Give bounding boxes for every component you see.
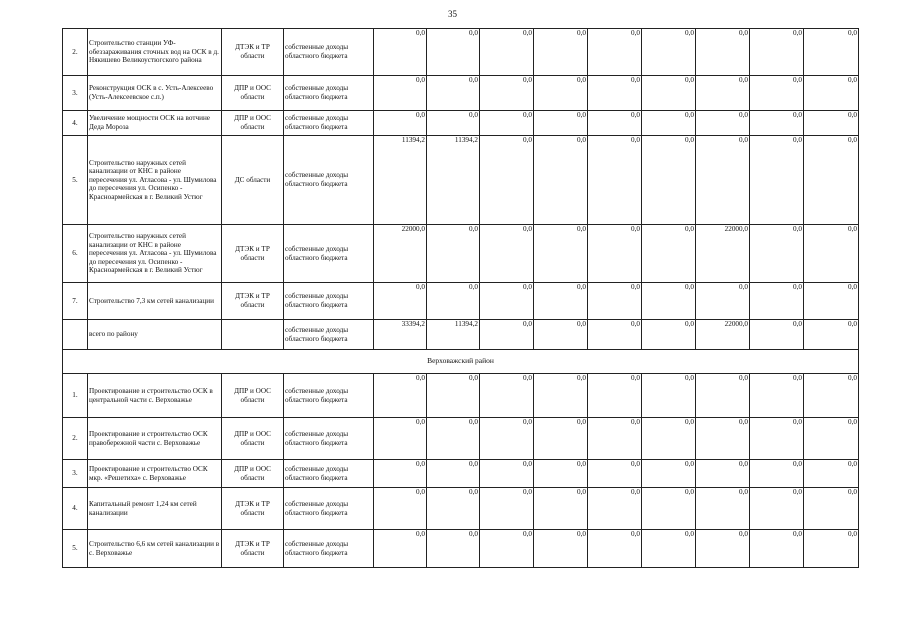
row-value: 0,0 xyxy=(480,29,534,76)
table-row xyxy=(63,76,859,111)
row-value: 0,0 xyxy=(588,488,642,530)
row-value: 0,0 xyxy=(696,460,750,488)
row-value: 0,0 xyxy=(696,76,750,111)
row-value: 0,0 xyxy=(696,29,750,76)
row-value: 0,0 xyxy=(588,111,642,136)
row-value: 0,0 xyxy=(427,283,480,320)
row-value: 0,0 xyxy=(534,418,588,460)
row-value: 0,0 xyxy=(427,418,480,460)
row-name: Строительство 6,6 км сетей канализации в с. Верховажье xyxy=(88,530,222,568)
row-value: 0,0 xyxy=(427,374,480,418)
table-row xyxy=(63,320,859,350)
table-row xyxy=(63,111,859,136)
row-value: 0,0 xyxy=(588,283,642,320)
row-number: 2. xyxy=(63,29,88,76)
row-value: 0,0 xyxy=(642,320,696,350)
row-value: 0,0 xyxy=(642,29,696,76)
row-value: 0,0 xyxy=(534,29,588,76)
row-value: 0,0 xyxy=(642,530,696,568)
row-number: 5. xyxy=(63,136,88,225)
row-value: 0,0 xyxy=(588,136,642,225)
row-executor: ДПР и ООС области xyxy=(222,374,284,418)
row-executor: ДПР и ООС области xyxy=(222,111,284,136)
row-value: 0,0 xyxy=(804,460,859,488)
row-value: 0,0 xyxy=(804,283,859,320)
program-table xyxy=(62,28,859,568)
row-value: 0,0 xyxy=(696,111,750,136)
row-value: 0,0 xyxy=(534,530,588,568)
row-value: 0,0 xyxy=(750,374,804,418)
row-value: 0,0 xyxy=(588,29,642,76)
row-name: Проектирование и строительство ОСК в центральной части с. Верховажье xyxy=(88,374,222,418)
row-value: 0,0 xyxy=(427,530,480,568)
page-number: 35 xyxy=(448,9,457,19)
row-source: собственные доходы областного бюджета xyxy=(284,418,374,460)
row-source: собственные доходы областного бюджета xyxy=(284,29,374,76)
row-value: 0,0 xyxy=(642,76,696,111)
row-value: 11394,2 xyxy=(427,320,480,350)
row-executor: ДПР и ООС области xyxy=(222,76,284,111)
row-value: 0,0 xyxy=(588,320,642,350)
row-value: 0,0 xyxy=(374,460,427,488)
row-source: собственные доходы областного бюджета xyxy=(284,136,374,225)
row-value: 0,0 xyxy=(534,111,588,136)
row-value: 0,0 xyxy=(642,374,696,418)
row-executor: ДТЭК и ТР области xyxy=(222,530,284,568)
row-number: 3. xyxy=(63,460,88,488)
row-number: 4. xyxy=(63,488,88,530)
row-value: 0,0 xyxy=(642,136,696,225)
table-section-top xyxy=(63,29,859,350)
row-value: 0,0 xyxy=(750,530,804,568)
row-value: 0,0 xyxy=(804,418,859,460)
row-value: 0,0 xyxy=(642,225,696,283)
row-value: 0,0 xyxy=(374,374,427,418)
row-value: 0,0 xyxy=(588,374,642,418)
row-source: собственные доходы областного бюджета xyxy=(284,111,374,136)
row-value: 22000,0 xyxy=(696,225,750,283)
row-value: 0,0 xyxy=(804,111,859,136)
row-value: 0,0 xyxy=(480,530,534,568)
row-value: 0,0 xyxy=(804,530,859,568)
row-value: 0,0 xyxy=(750,488,804,530)
row-value: 0,0 xyxy=(374,111,427,136)
row-source: собственные доходы областного бюджета xyxy=(284,460,374,488)
row-value: 0,0 xyxy=(804,225,859,283)
row-value: 0,0 xyxy=(696,530,750,568)
row-value: 0,0 xyxy=(427,29,480,76)
row-name: Строительство наружных сетей канализации от КНС в районе пересечения ул. Атласова - ул. Шумилова до пересечения ул. Осипенко - Красноармейская в г. Великий Устюг xyxy=(88,225,222,283)
row-value: 0,0 xyxy=(374,76,427,111)
row-value: 0,0 xyxy=(480,460,534,488)
row-value: 0,0 xyxy=(696,488,750,530)
row-executor: ДПР и ООС области xyxy=(222,460,284,488)
row-value: 0,0 xyxy=(480,374,534,418)
row-number xyxy=(63,320,88,350)
table-row xyxy=(63,488,859,530)
row-value: 0,0 xyxy=(534,374,588,418)
row-value: 0,0 xyxy=(804,29,859,76)
row-executor: ДТЭК и ТР области xyxy=(222,488,284,530)
row-value: 0,0 xyxy=(588,418,642,460)
row-executor xyxy=(222,320,284,350)
row-number: 5. xyxy=(63,530,88,568)
row-name: Строительство наружных сетей канализации от КНС в районе пересечения ул. Атласова - ул. Шумилова до пересечения ул. Осипенко - Красноармейская в г. Великий Устюг xyxy=(88,136,222,225)
row-name: Увеличение мощности ОСК на вотчине Деда Мороза xyxy=(88,111,222,136)
row-name: Капитальный ремонт 1,24 км сетей канализации xyxy=(88,488,222,530)
row-value: 0,0 xyxy=(750,29,804,76)
row-value: 0,0 xyxy=(750,136,804,225)
row-value: 0,0 xyxy=(374,283,427,320)
table-section-district-header xyxy=(63,350,859,374)
row-value: 0,0 xyxy=(534,460,588,488)
row-number: 7. xyxy=(63,283,88,320)
row-value: 0,0 xyxy=(804,136,859,225)
row-value: 0,0 xyxy=(696,374,750,418)
row-value: 0,0 xyxy=(427,460,480,488)
row-value: 0,0 xyxy=(427,76,480,111)
row-source: собственные доходы областного бюджета xyxy=(284,320,374,350)
row-value: 11394,2 xyxy=(374,136,427,225)
row-value: 0,0 xyxy=(750,320,804,350)
row-value: 22000,0 xyxy=(374,225,427,283)
row-value: 0,0 xyxy=(480,136,534,225)
row-value: 0,0 xyxy=(750,283,804,320)
row-name: всего по району xyxy=(88,320,222,350)
table-section-bottom xyxy=(63,374,859,568)
row-value: 0,0 xyxy=(374,530,427,568)
row-source: собственные доходы областного бюджета xyxy=(284,488,374,530)
row-value: 0,0 xyxy=(480,488,534,530)
table-row xyxy=(63,283,859,320)
row-value: 0,0 xyxy=(588,530,642,568)
row-executor: ДПР и ООС области xyxy=(222,418,284,460)
row-value: 0,0 xyxy=(534,76,588,111)
row-value: 0,0 xyxy=(642,111,696,136)
table-row xyxy=(63,418,859,460)
row-number: 2. xyxy=(63,418,88,460)
row-value: 0,0 xyxy=(804,374,859,418)
row-value: 0,0 xyxy=(534,283,588,320)
table-row xyxy=(63,460,859,488)
row-value: 0,0 xyxy=(374,29,427,76)
table-row xyxy=(63,374,859,418)
row-value: 22000,0 xyxy=(696,320,750,350)
row-number: 3. xyxy=(63,76,88,111)
row-value: 0,0 xyxy=(480,225,534,283)
district-header: Верховажский район xyxy=(63,350,859,374)
row-value: 33394,2 xyxy=(374,320,427,350)
row-value: 0,0 xyxy=(804,320,859,350)
row-number: 1. xyxy=(63,374,88,418)
row-source: собственные доходы областного бюджета xyxy=(284,374,374,418)
row-value: 0,0 xyxy=(588,225,642,283)
row-name: Проектирование и строительство ОСК правобережной части с. Верховажье xyxy=(88,418,222,460)
row-value: 0,0 xyxy=(642,418,696,460)
row-name: Реконструкция ОСК в с. Усть-Алексеево (Усть-Алексеевское с.п.) xyxy=(88,76,222,111)
row-value: 0,0 xyxy=(480,111,534,136)
table-row xyxy=(63,530,859,568)
row-value: 0,0 xyxy=(480,418,534,460)
row-value: 0,0 xyxy=(480,76,534,111)
row-value: 0,0 xyxy=(427,111,480,136)
row-executor: ДТЭК и ТР области xyxy=(222,283,284,320)
row-value: 0,0 xyxy=(696,283,750,320)
row-value: 0,0 xyxy=(480,320,534,350)
row-value: 0,0 xyxy=(750,111,804,136)
row-value: 0,0 xyxy=(480,283,534,320)
row-value: 0,0 xyxy=(588,460,642,488)
row-value: 0,0 xyxy=(804,488,859,530)
table-row xyxy=(63,225,859,283)
row-name: Строительство 7,3 км сетей канализации xyxy=(88,283,222,320)
row-value: 0,0 xyxy=(750,76,804,111)
table-row xyxy=(63,29,859,76)
row-source: собственные доходы областного бюджета xyxy=(284,76,374,111)
row-name: Строительство станции УФ-обеззараживания сточных вод на ОСК в д. Някишево Великоустюгского района xyxy=(88,29,222,76)
table-row xyxy=(63,136,859,225)
district-header-row xyxy=(63,350,859,374)
row-value: 0,0 xyxy=(642,460,696,488)
row-value: 0,0 xyxy=(642,283,696,320)
row-value: 11394,2 xyxy=(427,136,480,225)
row-name: Проектирование и строительство ОСК мкр. «Решетиха» с. Верховажье xyxy=(88,460,222,488)
row-executor: ДТЭК и ТР области xyxy=(222,29,284,76)
row-value: 0,0 xyxy=(750,460,804,488)
row-value: 0,0 xyxy=(750,225,804,283)
row-value: 0,0 xyxy=(534,136,588,225)
row-value: 0,0 xyxy=(374,418,427,460)
row-value: 0,0 xyxy=(696,136,750,225)
row-value: 0,0 xyxy=(696,418,750,460)
row-value: 0,0 xyxy=(427,225,480,283)
row-executor: ДС области xyxy=(222,136,284,225)
row-value: 0,0 xyxy=(642,488,696,530)
row-value: 0,0 xyxy=(750,418,804,460)
row-source: собственные доходы областного бюджета xyxy=(284,530,374,568)
row-executor: ДТЭК и ТР области xyxy=(222,225,284,283)
row-value: 0,0 xyxy=(588,76,642,111)
row-value: 0,0 xyxy=(374,488,427,530)
row-source: собственные доходы областного бюджета xyxy=(284,225,374,283)
row-value: 0,0 xyxy=(427,488,480,530)
row-value: 0,0 xyxy=(534,225,588,283)
row-number: 6. xyxy=(63,225,88,283)
row-source: собственные доходы областного бюджета xyxy=(284,283,374,320)
row-value: 0,0 xyxy=(534,320,588,350)
row-value: 0,0 xyxy=(534,488,588,530)
row-value: 0,0 xyxy=(804,76,859,111)
row-number: 4. xyxy=(63,111,88,136)
